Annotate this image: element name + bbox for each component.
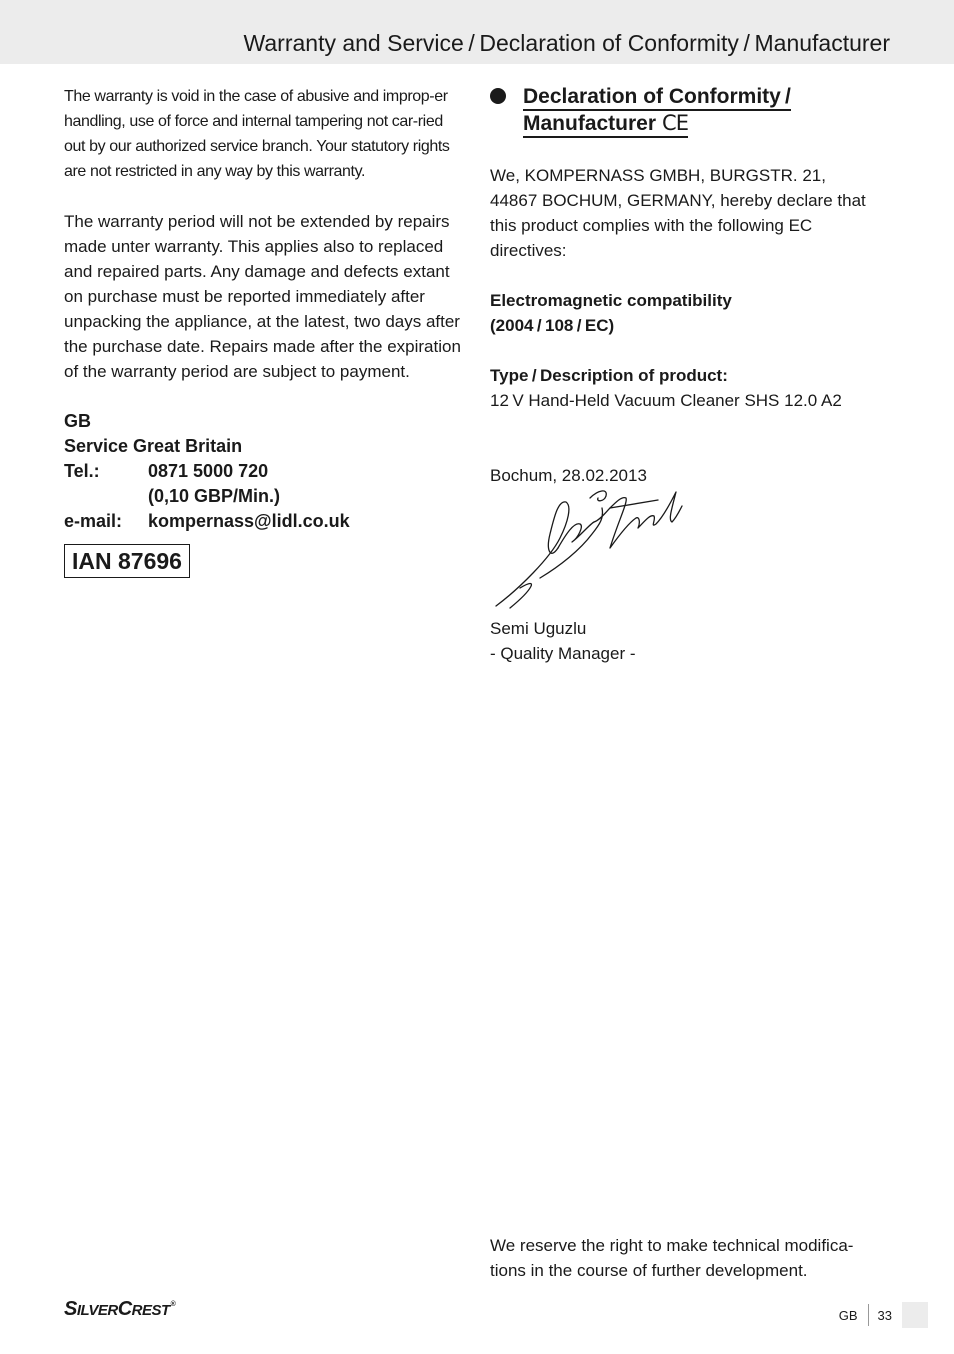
bullet-icon bbox=[490, 88, 506, 104]
ian-number-box: IAN 87696 bbox=[64, 544, 190, 578]
left-column bbox=[64, 84, 464, 578]
contact-rate-row bbox=[64, 484, 464, 509]
warranty-period-paragraph: The warranty period will not be extended by repairs made unter warranty. This applies also to replaced and repaired parts. Any damage and defects extant on purchase must be reported immediately after unpacking the appliance, at the latest, two days after the purchase date. Repairs made after the expiration of the warranty period are subject to payment. bbox=[64, 212, 461, 381]
page-title: Warranty and Service / Declaration of Conformity / Manufacturer bbox=[243, 30, 890, 56]
contact-tel-row bbox=[64, 459, 464, 484]
header-bar bbox=[0, 0, 954, 64]
email-label: e-mail: bbox=[64, 511, 123, 531]
signature-image bbox=[480, 478, 700, 618]
warranty-void-paragraph: The warranty is void in the case of abusive and improp-er handling, use of force and internal tampering not car-ried out by our authorized service branch. Your statutory rights are not restricted in any way by this warranty. bbox=[64, 88, 450, 180]
page-marker bbox=[839, 1302, 928, 1328]
tel-value: 0871 5000 720 bbox=[148, 461, 269, 481]
page-number: 33 bbox=[877, 1307, 892, 1323]
signer-name: Semi Uguzlu bbox=[490, 619, 587, 638]
contact-service-name: Service Great Britain bbox=[64, 436, 243, 456]
contact-email-row bbox=[64, 509, 464, 534]
heading-line-2: Manufacturer bbox=[523, 112, 657, 135]
contact-country: GB bbox=[64, 411, 91, 431]
tel-rate: (0,10 GBP/Min.) bbox=[148, 486, 281, 506]
product-type-value: 12 V Hand-Held Vacuum Cleaner SHS 12.0 A2 bbox=[490, 391, 842, 410]
emc-directive-line-2: (2004 / 108 / EC) bbox=[490, 316, 615, 335]
technical-modification-note: We reserve the right to make technical modifica-tions in the course of further development. bbox=[490, 1236, 854, 1280]
page-country-code: GB bbox=[838, 1307, 858, 1323]
place-date: Bochum, 28.02.2013 bbox=[490, 466, 647, 485]
right-column bbox=[490, 84, 890, 666]
silvercrest-logo: SILVERCREST® bbox=[64, 1298, 176, 1320]
email-value: kompernass@lidl.co.uk bbox=[148, 511, 350, 531]
service-contact-block bbox=[64, 409, 464, 534]
page-tab bbox=[902, 1302, 928, 1328]
heading-line-1: Declaration of Conformity / bbox=[523, 85, 791, 111]
emc-directive-line-1: Electromagnetic compatibility bbox=[490, 291, 732, 310]
product-type-label: Type / Description of product: bbox=[490, 366, 728, 385]
ce-mark-icon: CE bbox=[662, 111, 688, 135]
tel-label: Tel.: bbox=[64, 461, 100, 481]
signer-role: - Quality Manager - bbox=[490, 644, 636, 663]
declaration-intro: We, KOMPERNASS GMBH, BURGSTR. 21, 44867 BOCHUM, GERMANY, hereby declare that this product complies with the following EC directives: bbox=[490, 166, 866, 260]
declaration-heading bbox=[490, 84, 890, 138]
